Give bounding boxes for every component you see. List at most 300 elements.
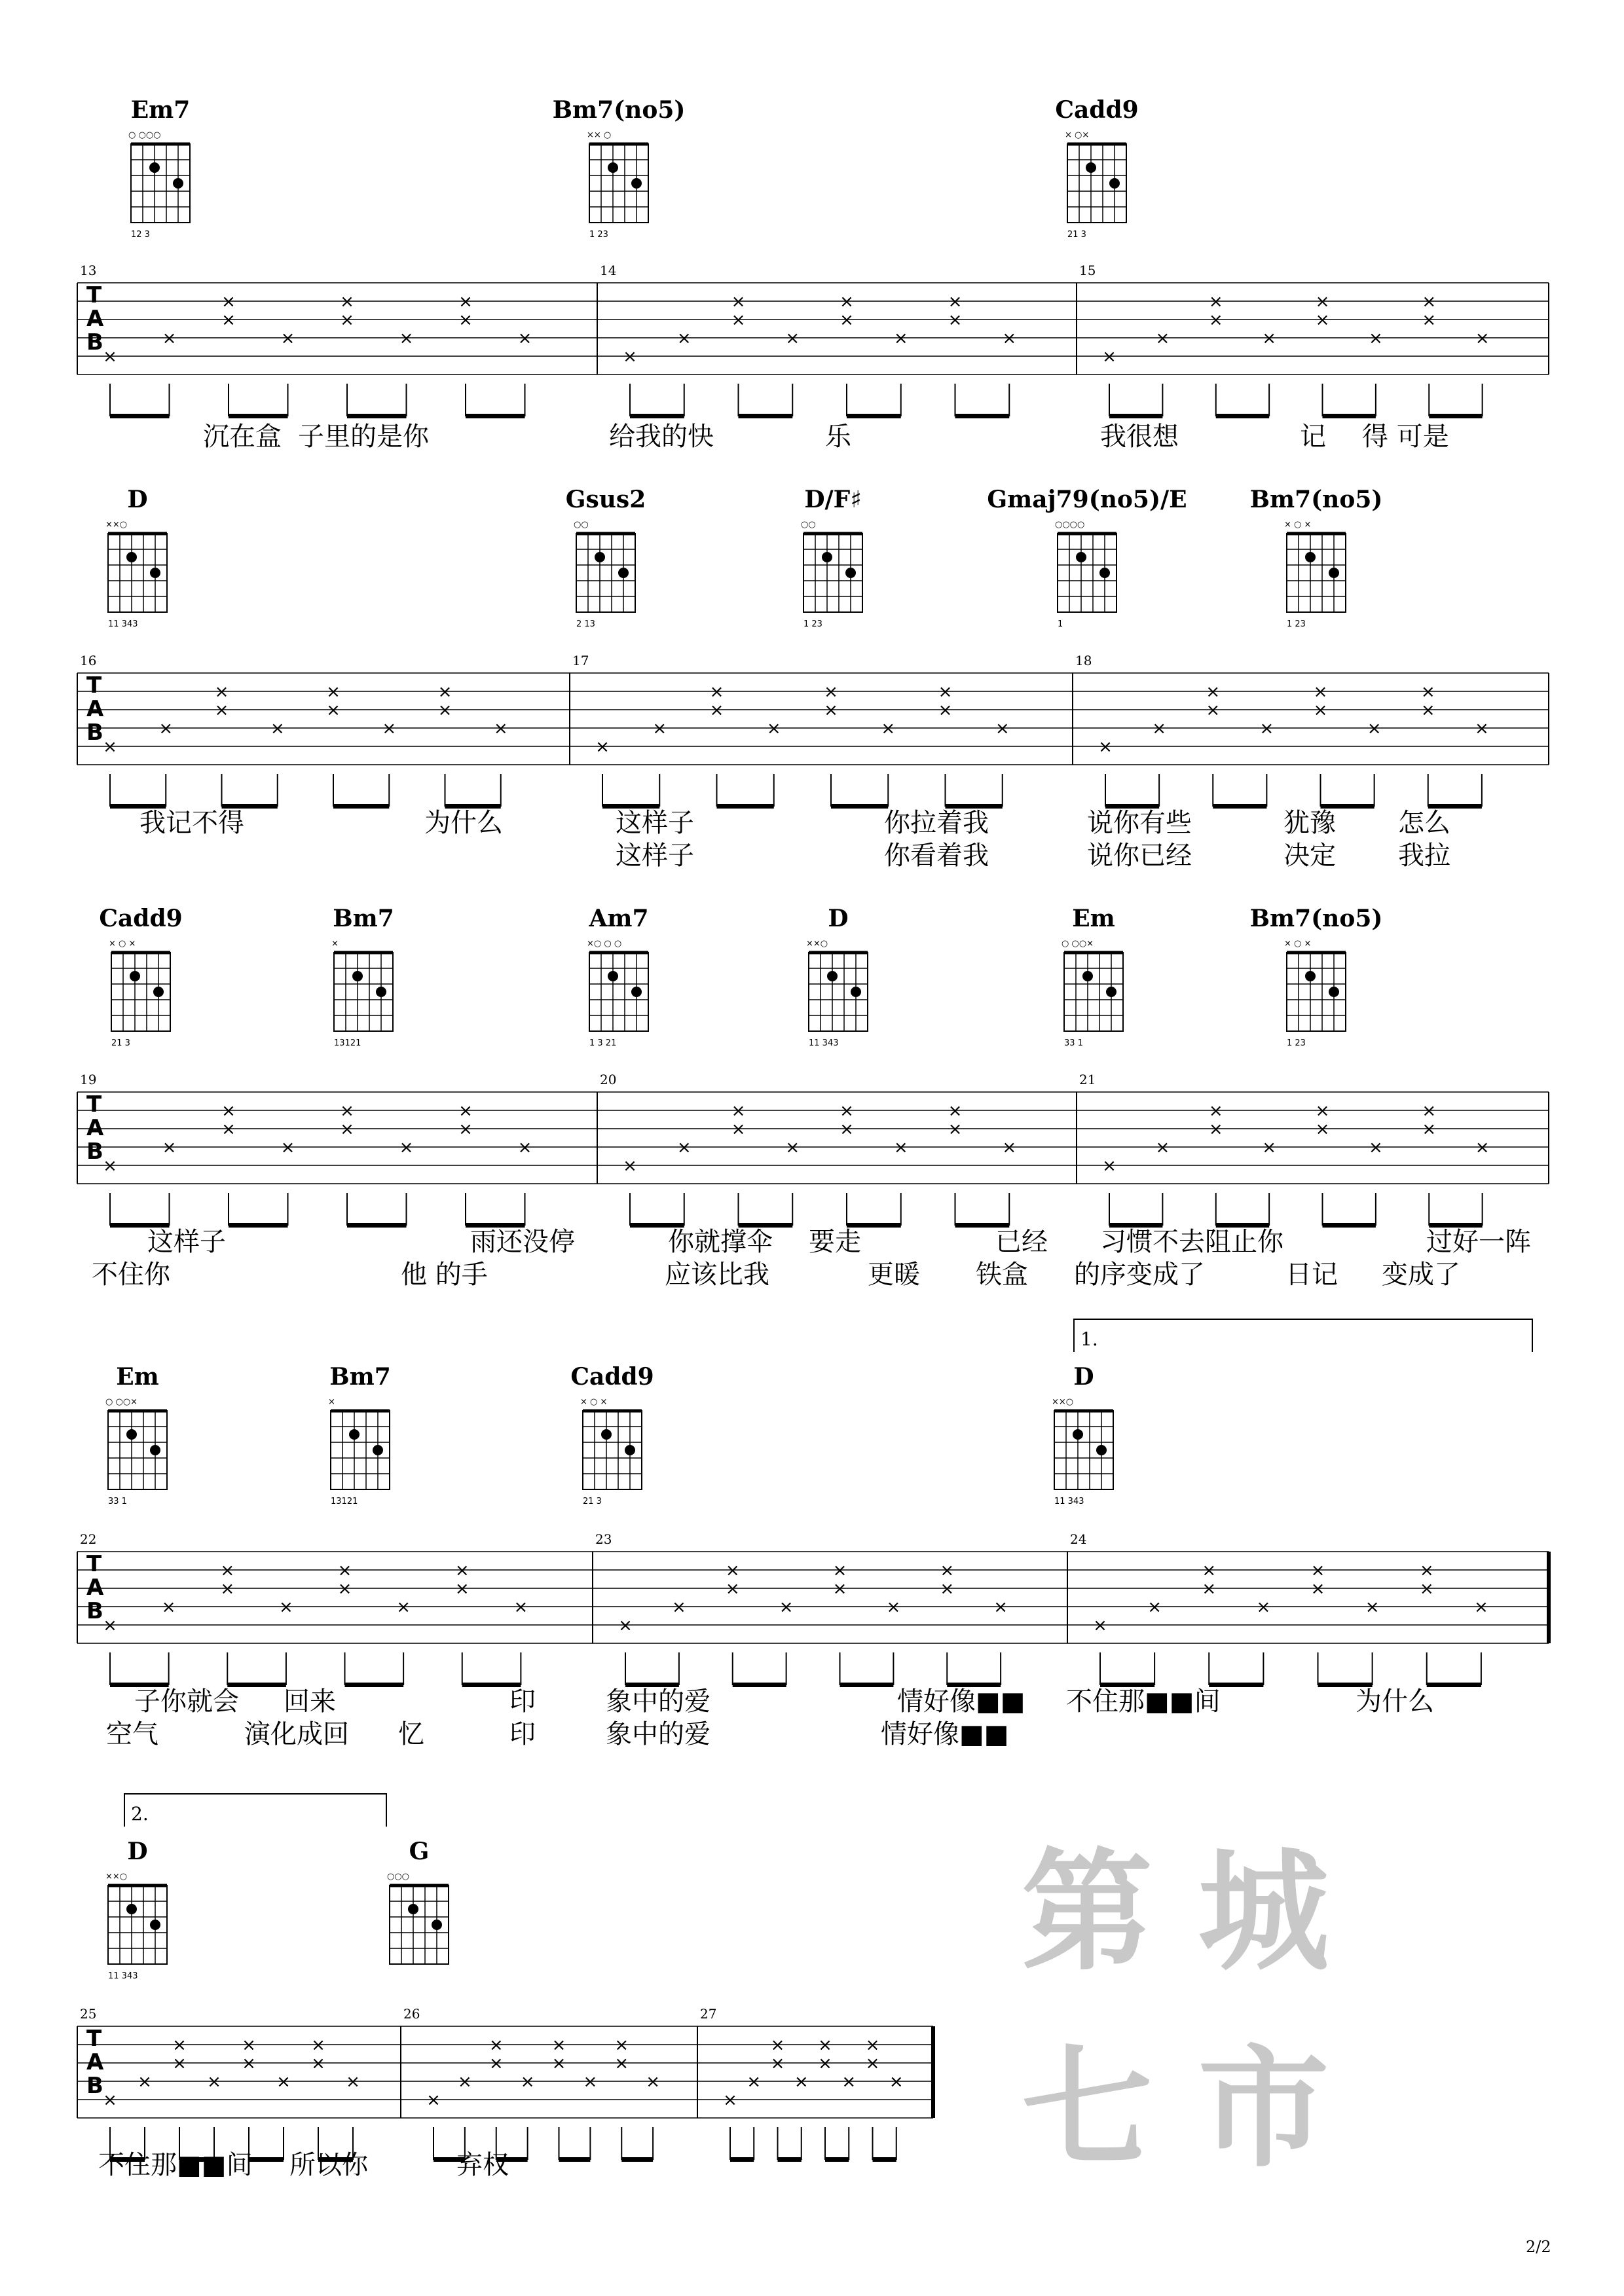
tab-note: × [1098, 737, 1113, 757]
measure-number: 21 [1079, 1072, 1096, 1087]
chord-open-mute-markers: ○○○ [387, 1872, 410, 1882]
tab-note: × [1368, 329, 1383, 348]
tab-note: × [1422, 292, 1437, 312]
lyric-line2: 象中的爱 [606, 1719, 710, 1749]
lyric-line2: 情好像■■ [881, 1719, 1009, 1749]
tab-note: × [948, 1120, 963, 1139]
tab-note: × [326, 701, 341, 720]
chord-fingering: 33 1 [108, 1497, 127, 1506]
lyric-line1: 习惯不去阻止你 [1100, 1227, 1283, 1257]
watermark-line2: 七 市 [1022, 2032, 1329, 2185]
tab-note: × [841, 2072, 857, 2092]
tab-note: × [1262, 329, 1277, 348]
chord-dot [1099, 568, 1110, 578]
chord-fingering: 11 343 [809, 1038, 839, 1048]
tab-note: × [458, 292, 473, 312]
tab-note: × [886, 1597, 901, 1617]
tab-note: × [993, 1597, 1008, 1617]
tab-note: × [1206, 682, 1221, 702]
chord-diagram [801, 486, 862, 629]
tab-note: × [840, 1101, 854, 1121]
tab-note: × [725, 1561, 740, 1580]
tab-note: × [595, 737, 610, 757]
chord-name: Bm7(no5) [1249, 905, 1383, 932]
lyric-line2: 我拉 [1398, 841, 1450, 871]
tab-note: × [172, 2035, 187, 2055]
chord-name: Em [116, 1363, 159, 1391]
volta-label: 1. [1080, 1328, 1098, 1350]
chord-fingering: 13121 [334, 1038, 361, 1048]
tab-note: × [1420, 682, 1435, 702]
lyric-line1: 子里的是你 [298, 422, 429, 452]
tab-note: × [214, 701, 229, 720]
tab-note: × [671, 1597, 686, 1617]
chord-dot [827, 971, 838, 981]
tab-note: × [1315, 310, 1330, 330]
chord-diagram [987, 486, 1187, 629]
tab-clef-letter: T [86, 1091, 102, 1118]
tab-note: × [614, 2054, 629, 2073]
tab-clef-letter: B [86, 2073, 103, 2099]
tab-clef-letter: B [86, 329, 103, 355]
tab-note: × [103, 737, 117, 757]
tab-note: × [1262, 1138, 1277, 1157]
note-beam [778, 2157, 802, 2162]
tab-note: × [280, 329, 295, 348]
tab-note: × [1419, 1561, 1434, 1580]
tab-note: × [723, 2090, 737, 2110]
lyric-line1: 不住那■■间 [1066, 1686, 1221, 1717]
tab-note: × [731, 292, 746, 312]
note-beam [955, 414, 1010, 418]
tab-note: × [454, 1561, 470, 1580]
tab-note: × [840, 292, 854, 312]
tab-note: × [1365, 1597, 1380, 1617]
chord-dot [126, 1429, 137, 1440]
chord-dot [1305, 552, 1316, 562]
tab-note: × [172, 2054, 187, 2073]
chord-diagram [99, 905, 182, 1048]
tab-note: × [242, 2035, 256, 2055]
chord-name: Bm7(no5) [552, 96, 686, 124]
note-beam [229, 414, 288, 418]
tab-note: × [1208, 310, 1223, 330]
tab-clef-letter: T [86, 282, 102, 308]
note-beam [345, 1683, 404, 1687]
tab-clef-letter: T [86, 2026, 102, 2052]
chord-dot [173, 178, 183, 189]
tab-note: × [399, 329, 414, 348]
tab-note: × [399, 1138, 414, 1157]
tab-note: × [426, 2090, 441, 2110]
chord-open-mute-markers: ×× ○ [587, 130, 612, 140]
chord-name: D [127, 1838, 148, 1865]
tab-note: × [1419, 1579, 1434, 1599]
volta-bracket [124, 1794, 386, 1827]
tab-note: × [1206, 701, 1221, 720]
tab-note: × [458, 310, 473, 330]
tab-note: × [948, 310, 963, 330]
chord-open-mute-markers: × ○ × [580, 1397, 608, 1407]
note-beam [1427, 1683, 1481, 1687]
lyric-line1: 为什么 [1356, 1686, 1434, 1717]
tab-note: × [747, 2072, 762, 2092]
lyric-line1: 所以你 [289, 2150, 368, 2180]
tab-note: × [493, 719, 508, 738]
chord-fingering: 1 23 [1287, 619, 1306, 629]
chord-dot [625, 1445, 635, 1455]
tab-clef-letter: A [86, 1115, 104, 1141]
chord-fingering: 21 3 [111, 1038, 130, 1048]
note-beam [249, 2157, 284, 2162]
tab-note: × [865, 2054, 880, 2073]
tab-note: × [1002, 1138, 1017, 1157]
note-beam [621, 2157, 653, 2162]
lyric-line2: 变成了 [1382, 1260, 1460, 1290]
tab-note: × [1155, 329, 1170, 348]
tab-note: × [489, 2035, 504, 2055]
measure-number: 15 [1079, 263, 1096, 278]
tab-note: × [270, 719, 285, 738]
tab-note: × [1474, 719, 1489, 738]
tab-note: × [1422, 310, 1437, 330]
tab-note: × [770, 2035, 785, 2055]
chord-diagram [553, 96, 686, 240]
chord-dot [822, 552, 832, 562]
measure-number: 19 [80, 1072, 97, 1087]
chord-name: Cadd9 [570, 1363, 654, 1391]
tab-note: × [103, 1616, 117, 1635]
tab-note: × [220, 1561, 235, 1580]
note-beam [717, 804, 774, 809]
tab-note: × [948, 1101, 963, 1121]
chord-diagram [105, 1838, 167, 1981]
note-beam [229, 1223, 288, 1228]
tab-note: × [824, 701, 838, 720]
tab-note: × [623, 347, 637, 367]
tab-note: × [779, 1597, 794, 1617]
tab-note: × [1313, 701, 1328, 720]
tab-note: × [520, 2072, 535, 2092]
lyric-line1: 给我的快 [609, 422, 714, 452]
chord-diagram [587, 905, 649, 1048]
tab-note: × [940, 1561, 955, 1580]
tab-note: × [458, 1101, 473, 1121]
tab-clef-letter: A [86, 2049, 104, 2075]
system [77, 486, 1549, 871]
tab-note: × [103, 2090, 117, 2110]
tab-note: × [1259, 719, 1274, 738]
measure-number: 20 [600, 1072, 617, 1087]
measure-number: 23 [595, 1531, 612, 1547]
chord-open-mute-markers: × [328, 1397, 335, 1407]
chord-open-mute-markers: ○○ [801, 520, 816, 530]
tab-clef-letter: B [86, 1598, 103, 1624]
note-beam [1429, 414, 1482, 418]
tab-clef-letter: B [86, 1139, 103, 1165]
lyric-line2: 忆 [398, 1719, 424, 1749]
tab-note: × [311, 2035, 325, 2055]
system [77, 905, 1549, 1290]
tab-note: × [938, 682, 953, 702]
chord-diagram [1061, 905, 1123, 1048]
tab-note: × [311, 2054, 325, 2073]
chord-name: Cadd9 [99, 905, 183, 932]
lyric-line1: 说你有些 [1087, 808, 1192, 838]
chord-dot [376, 987, 386, 997]
tab-note: × [103, 1156, 117, 1176]
tab-note: × [652, 719, 667, 738]
lyric-line1: 得 可是 [1362, 422, 1449, 452]
tab-note: × [161, 1597, 176, 1617]
tab-note: × [840, 310, 854, 330]
tab-note: × [489, 2054, 504, 2073]
system [77, 96, 1549, 452]
chord-open-mute-markers: ○ ○○× [1061, 939, 1094, 949]
chord-fingering: 12 3 [131, 230, 150, 240]
lyric-line2: 你看着我 [884, 841, 989, 871]
chord-open-mute-markers: ××○ [806, 939, 828, 949]
lyric-line1: 过好一阵 [1426, 1227, 1531, 1257]
lyric-line1: 记 [1300, 422, 1326, 452]
chord-dot [1329, 987, 1339, 997]
tab-note: × [940, 1579, 955, 1599]
chord-dot [1305, 971, 1316, 981]
chord-name: Gsus2 [565, 486, 646, 513]
measure-number: 17 [572, 653, 589, 668]
chord-fingering: 13121 [331, 1497, 358, 1506]
chord-dot [618, 568, 629, 578]
tab-note: × [437, 701, 452, 720]
measure-number: 24 [1070, 1531, 1087, 1547]
note-beam [630, 414, 684, 418]
chord-name: D [1073, 1363, 1094, 1391]
tab-note: × [1420, 701, 1435, 720]
chord-dot [408, 1904, 418, 1914]
tab-note: × [517, 1138, 532, 1157]
chord-dot [631, 178, 642, 189]
watermark-line1: 第 城 [1022, 1835, 1329, 1989]
tab-note: × [1310, 1579, 1325, 1599]
lyric-line2: 这样子 [616, 841, 694, 871]
tab-note: × [158, 719, 174, 738]
chord-open-mute-markers: × ○ × [109, 939, 136, 949]
tab-note: × [1422, 1101, 1437, 1121]
tab-note: × [1208, 1101, 1223, 1121]
note-beam [831, 804, 888, 809]
tab-note: × [1315, 1101, 1330, 1121]
tab-note: × [623, 1156, 637, 1176]
chord-dot [126, 1904, 137, 1914]
tab-note: × [785, 1138, 800, 1157]
chord-diagram [1250, 905, 1383, 1048]
tab-note: × [280, 1138, 295, 1157]
lyric-line1: 回来 [284, 1686, 336, 1717]
chord-fingering: 21 3 [583, 1497, 602, 1506]
lyric-line1: 为什么 [424, 808, 503, 838]
tab-note: × [676, 1138, 692, 1157]
tab-note: × [207, 2072, 221, 2092]
note-beam [733, 1683, 786, 1687]
tab-note: × [162, 329, 177, 348]
chord-open-mute-markers: ○○ [574, 520, 589, 530]
tab-note: × [396, 1597, 411, 1617]
tab-note: × [337, 1561, 352, 1580]
tab-note: × [766, 719, 781, 738]
chord-dot [595, 552, 605, 562]
chord-diagram [128, 96, 190, 240]
tab-note: × [731, 310, 746, 330]
lyric-line2: 印 [509, 1719, 536, 1749]
chord-dot [150, 568, 160, 578]
tab-note: × [818, 2035, 832, 2055]
volta-label: 2. [131, 1803, 149, 1825]
chord-dot [1082, 971, 1093, 981]
note-beam [559, 2157, 591, 2162]
chord-dot [149, 162, 160, 173]
measure-number: 13 [80, 263, 97, 278]
tab-note: × [824, 682, 838, 702]
lyric-line1: 这样子 [147, 1227, 226, 1257]
tab-note: × [995, 719, 1010, 738]
tab-note: × [1202, 1561, 1217, 1580]
chord-diagram [105, 1363, 167, 1506]
chord-fingering: 1 [1058, 619, 1063, 629]
tab-note: × [725, 1579, 740, 1599]
note-beam [1323, 414, 1376, 418]
tab-note: × [1102, 1156, 1116, 1176]
chord-dot [1096, 1445, 1107, 1455]
tab-note: × [832, 1561, 847, 1580]
tab-note: × [1102, 347, 1116, 367]
tab-note: × [276, 2072, 291, 2092]
measure-number: 26 [403, 2006, 420, 2022]
lyric-line1: 乐 [825, 422, 851, 452]
tab-note: × [709, 701, 724, 720]
chord-diagram [387, 1838, 449, 1964]
note-beam [347, 414, 407, 418]
chord-diagram [1052, 1363, 1113, 1506]
lyric-line1: 要走 [809, 1227, 861, 1257]
tab-clef-letter: T [86, 672, 102, 699]
chord-dot [153, 987, 164, 997]
chord-name: D [828, 905, 849, 932]
lyric-line1: 沉在盒 [203, 422, 282, 452]
tab-note: × [893, 329, 908, 348]
chord-name: Em [1072, 905, 1115, 932]
tab-clef-letter: A [86, 1575, 104, 1601]
chord-diagram [105, 486, 167, 629]
chord-fingering: 1 23 [803, 619, 822, 629]
tab-note: × [818, 2054, 832, 2073]
lyric-line2: 铁盒 [976, 1260, 1028, 1290]
tab-note: × [1155, 1138, 1170, 1157]
lyric-line1: 我记不得 [139, 808, 244, 838]
chord-name: Bm7 [329, 1363, 391, 1391]
lyric-line2: 空气 [106, 1719, 158, 1749]
tab-note: × [1002, 329, 1017, 348]
tab-note: × [1310, 1561, 1325, 1580]
tab-note: × [340, 1120, 354, 1139]
tab-note: × [457, 2072, 472, 2092]
page-number: 2/2 [1526, 2238, 1551, 2256]
lyric-line2: 的序变成了 [1074, 1260, 1205, 1290]
tab-note: × [221, 1101, 236, 1121]
note-beam [347, 1223, 407, 1228]
measure-number: 16 [80, 653, 97, 668]
lyric-line1: 你拉着我 [884, 808, 989, 838]
tab-note: × [731, 1101, 746, 1121]
note-beam [840, 1683, 894, 1687]
chord-dot [1106, 987, 1116, 997]
tab-note: × [948, 292, 963, 312]
lyric-line2: 不住你 [92, 1260, 170, 1290]
tab-note: × [1313, 682, 1328, 702]
tab-note: × [454, 1579, 470, 1599]
lyric-line2: 决定 [1283, 841, 1336, 871]
chord-dot [608, 162, 618, 173]
lyric-line1: 已经 [995, 1227, 1048, 1257]
tab-note: × [278, 1597, 293, 1617]
tab-note: × [785, 329, 800, 348]
tab-note: × [517, 329, 532, 348]
tab-note: × [221, 1120, 236, 1139]
measure-number: 22 [80, 1531, 97, 1547]
tab-note: × [337, 1579, 352, 1599]
lyric-line1: 雨还没停 [470, 1227, 575, 1257]
chord-dot [1109, 178, 1120, 189]
lyric-line2: 更暖 [868, 1260, 920, 1290]
chord-dot [631, 987, 642, 997]
tab-note: × [676, 329, 692, 348]
chord-open-mute-markers: ××○ [105, 1872, 128, 1882]
chord-dot [130, 971, 140, 981]
chord-open-mute-markers: × ○ × [1284, 939, 1312, 949]
lyric-line1: 弃权 [456, 2150, 509, 2180]
chord-diagram [328, 1363, 391, 1506]
tab-note: × [1208, 1120, 1223, 1139]
tab-note: × [731, 1120, 746, 1139]
lyric-line2: 说你已经 [1087, 841, 1192, 871]
tab-note: × [709, 682, 724, 702]
tab-note: × [938, 701, 953, 720]
tab-note: × [340, 292, 354, 312]
system [77, 1319, 1549, 1749]
tab-note: × [221, 310, 236, 330]
chord-name: Em7 [130, 96, 191, 124]
tab-note: × [346, 2072, 360, 2092]
chord-diagram [331, 905, 394, 1048]
chord-dot [1329, 568, 1339, 578]
tab-note: × [794, 2072, 809, 2092]
note-beam [1323, 1223, 1376, 1228]
chord-name: Cadd9 [1055, 96, 1139, 124]
tab-note: × [1315, 292, 1330, 312]
measure-number: 14 [600, 263, 617, 278]
tab-note: × [889, 2072, 904, 2092]
tab-clef-letter: T [86, 1551, 102, 1577]
chord-dot [601, 1429, 612, 1440]
note-beam [466, 414, 525, 418]
chord-name: Am7 [589, 905, 649, 932]
tab-note: × [340, 310, 354, 330]
note-beam [847, 414, 901, 418]
chord-fingering: 33 1 [1064, 1038, 1083, 1048]
chord-fingering: 11 343 [1054, 1497, 1084, 1506]
chord-open-mute-markers: × ○× [1065, 130, 1090, 140]
chord-name: Gmaj79(no5)/E [987, 486, 1187, 513]
watermark [1022, 1835, 1329, 2185]
